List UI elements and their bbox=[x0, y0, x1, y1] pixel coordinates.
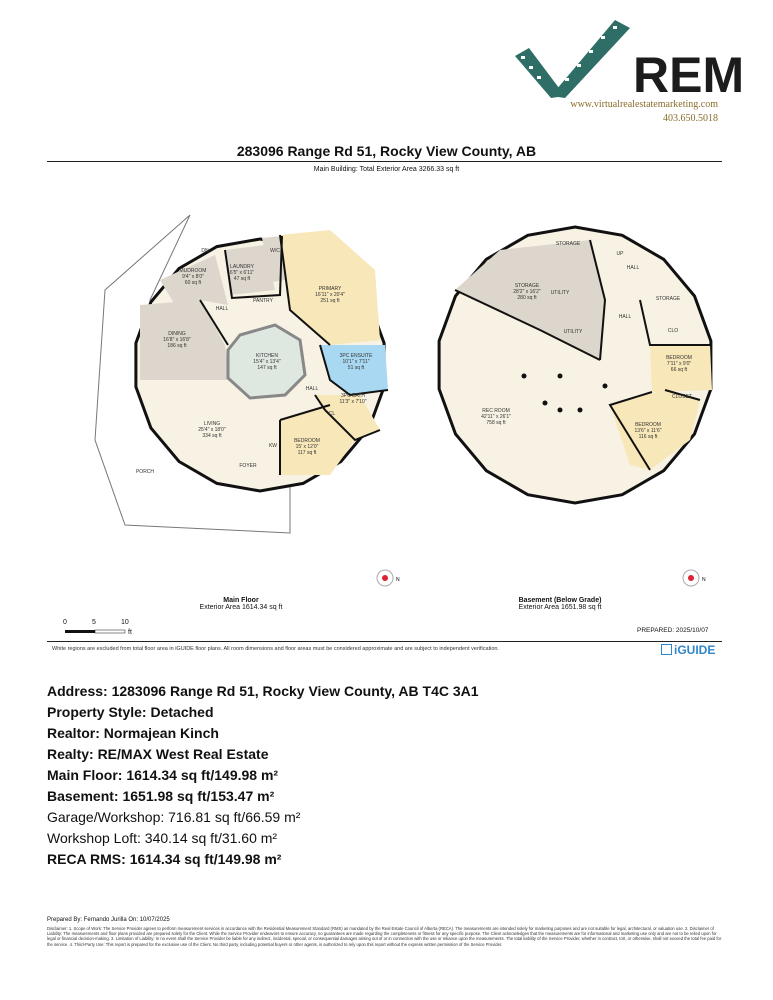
basement-plan bbox=[439, 227, 712, 503]
room-area: 758 sq ft bbox=[486, 420, 506, 426]
realtor-line: Realtor: Normajean Kinch bbox=[47, 725, 219, 741]
porch-label: PORCH bbox=[135, 469, 155, 475]
room-name: STORAGE bbox=[655, 296, 681, 302]
room-name: BEDROOM bbox=[294, 438, 320, 444]
basement-line: Basement: 1651.98 sq ft/153.47 m² bbox=[47, 788, 275, 804]
film-strip-icon bbox=[515, 20, 630, 98]
iguide-icon bbox=[661, 644, 672, 655]
room-dims: 9'4" x 8'0" bbox=[182, 274, 204, 280]
room-dims: 25'4" x 18'0" bbox=[198, 427, 226, 433]
room-name: STORAGE bbox=[555, 241, 581, 247]
main-floor-name: Main Floor bbox=[223, 597, 259, 604]
logo bbox=[515, 18, 745, 103]
compass-icon bbox=[377, 570, 400, 586]
room-dims: 16'11" x 20'4" bbox=[315, 292, 345, 298]
main-floor-caption bbox=[141, 597, 341, 611]
main-floor-line: Main Floor: 1614.34 sq ft/149.98 m² bbox=[47, 767, 279, 783]
room-name: BEDROOM bbox=[635, 422, 661, 428]
disclaimer: Disclaimer: 1. Scope of Work: The Service Provider agrees to perform measurement services in accordance with the Residential Measurement Standard (RMS) as mandated by the Real Estate Council of Alberta (RECA). The measurements are intended solely for marketing purposes and are not suitable for legal, architectural, or valuation use. 2. Disclaimer of Liability: The measurements and floor plans provided are prepared solely for the Client. While the Service Provider endeavors to ensure accuracy, no guarantees are made regarding the completeness or fitness for any specific purpose. The Client acknowledges that the measurements are for informational and marketing use only and are not to be relied upon for legal or financial decision-making. 3. Limitation of Liability: In no event shall the Service Provider be liable for any indirect, incidental, special, or consequential damages arising out of or in connection with the use or reliance upon the measurements. The total liability of the Service Provider, whether in contract, tort, or otherwise, shall not exceed the total fee paid for the service. 4. Third-Party Use: This report is prepared for the exclusive use of the Client. No third party, including potential buyers or other agents, is authorized to rely upon this report without the express written permission of the Service Provider. bbox=[47, 926, 722, 947]
room-dims: 11'3" x 7'10" bbox=[339, 399, 367, 405]
room-dims: 15' x 12'0" bbox=[295, 444, 319, 450]
document-title: 283096 Range Rd 51, Rocky View County, AB bbox=[236, 143, 537, 159]
total-area-subtitle: Main Building: Total Exterior Area 3266.33 sq ft bbox=[313, 166, 460, 173]
dn-label: DN bbox=[201, 248, 209, 254]
room-dims: 28'2" x 16'2" bbox=[513, 289, 541, 295]
prepared-date: PREPARED: 2025/10/07 bbox=[637, 627, 709, 634]
compass-label: N bbox=[702, 577, 706, 583]
room-name: 3PC BATH bbox=[340, 393, 366, 399]
workshop-loft-line: Workshop Loft: 340.14 sq ft/31.60 m² bbox=[47, 830, 278, 846]
scale-tick: 10 bbox=[121, 619, 129, 626]
property-style-line: Property Style: Detached bbox=[47, 704, 214, 720]
room-dims: 7'11" x 9'0" bbox=[666, 361, 692, 367]
logo-text: REM bbox=[633, 47, 745, 103]
reca-rms-line: RECA RMS: 1614.34 sq ft/149.98 m² bbox=[47, 851, 282, 867]
clo-label: CLO bbox=[667, 328, 679, 334]
room-name: LAUNDRY bbox=[230, 264, 254, 270]
basement-name: Basement (Below Grade) bbox=[518, 597, 602, 604]
closet-label: CL bbox=[328, 411, 336, 417]
property-details bbox=[47, 681, 479, 870]
logo-phone: 403.650.5018 bbox=[663, 113, 718, 124]
room-dims: 6'5" x 6'11" bbox=[229, 270, 255, 276]
room-area: 117 sq ft bbox=[297, 450, 317, 456]
garage-line: Garage/Workshop: 716.81 sq ft/66.59 m² bbox=[47, 809, 301, 825]
room-dims: 15'4" x 13'4" bbox=[253, 359, 281, 365]
room-area: 116 sq ft bbox=[638, 434, 658, 440]
room-area: 186 sq ft bbox=[167, 343, 187, 349]
foyer-label: FOYER bbox=[239, 463, 257, 469]
scale-unit: ft bbox=[128, 629, 132, 636]
room-name: MUDROOM bbox=[179, 268, 207, 274]
hall-label: HALL bbox=[618, 314, 632, 320]
room-name: UTILITY bbox=[550, 290, 570, 296]
realty-line: Realty: RE/MAX West Real Estate bbox=[47, 746, 269, 762]
basement-caption bbox=[460, 597, 660, 611]
room-name: PRIMARY bbox=[318, 286, 342, 292]
room-name: KITCHEN bbox=[256, 353, 278, 359]
room-area: 47 sq ft bbox=[233, 276, 251, 282]
room-area: 334 sq ft bbox=[202, 433, 222, 439]
room-area: 280 sq ft bbox=[517, 295, 537, 301]
hall-label: HALL bbox=[626, 265, 640, 271]
address-line: Address: 1283096 Range Rd 51, Rocky View County, AB T4C 3A1 bbox=[47, 683, 479, 699]
area-note: White regions are excluded from total floor area in iGUIDE floor plans. All room dimensions and floor areas must be considered approximate and are subject to independent verification. bbox=[52, 646, 499, 652]
floor-plans bbox=[0, 180, 773, 610]
hall-label: HALL bbox=[305, 386, 319, 392]
room-area: 60 sq ft bbox=[184, 280, 202, 286]
kw-label: KW bbox=[268, 443, 278, 449]
utility-label: UTILITY bbox=[563, 329, 583, 335]
scale-tick: 5 bbox=[92, 619, 96, 626]
room-name: DINING bbox=[168, 331, 186, 337]
room-area: 66 sq ft bbox=[670, 367, 688, 373]
up-label: UP bbox=[616, 251, 624, 257]
logo-website: www.virtualrealestatemarketing.com bbox=[570, 99, 718, 110]
room-dims: 42'11" x 26'1" bbox=[481, 414, 511, 420]
scale-bar bbox=[65, 630, 125, 633]
room-dims: 10'1" x 7'11" bbox=[342, 359, 370, 365]
basement-area: Exterior Area 1651.98 sq ft bbox=[518, 604, 602, 611]
prepared-by: Prepared By: Fernando Jurilla On: 10/07/2025 bbox=[47, 917, 170, 923]
hall-label: HALL bbox=[215, 306, 229, 312]
room-dims: 13'6" x 11'6" bbox=[634, 428, 662, 434]
room-name: W/C bbox=[270, 248, 280, 254]
room-name: 3PC ENSUITE bbox=[339, 353, 373, 359]
compass-icon bbox=[683, 570, 706, 586]
room-name: STORAGE bbox=[514, 283, 540, 289]
main-floor-plan bbox=[95, 215, 388, 533]
main-floor-area: Exterior Area 1614.34 sq ft bbox=[199, 604, 283, 611]
iguide-text: iGUIDE bbox=[674, 643, 716, 657]
closet-label: CLOSET bbox=[671, 394, 693, 400]
room-area: 251 sq ft bbox=[320, 298, 340, 304]
compass-label: N bbox=[396, 577, 400, 583]
title-divider bbox=[47, 161, 722, 162]
iguide-logo bbox=[661, 643, 715, 657]
room-name: LIVING bbox=[203, 421, 221, 427]
room-name: REC ROOM bbox=[482, 408, 510, 414]
scale-tick: 0 bbox=[63, 619, 67, 626]
footer-divider bbox=[47, 641, 722, 642]
room-area: 147 sq ft bbox=[257, 365, 277, 371]
room-dims: 16'8" x 16'8" bbox=[163, 337, 191, 343]
room-name: BEDROOM bbox=[666, 355, 692, 361]
room-name: PANTRY bbox=[253, 298, 273, 304]
room-area: 51 sq ft bbox=[347, 365, 365, 371]
